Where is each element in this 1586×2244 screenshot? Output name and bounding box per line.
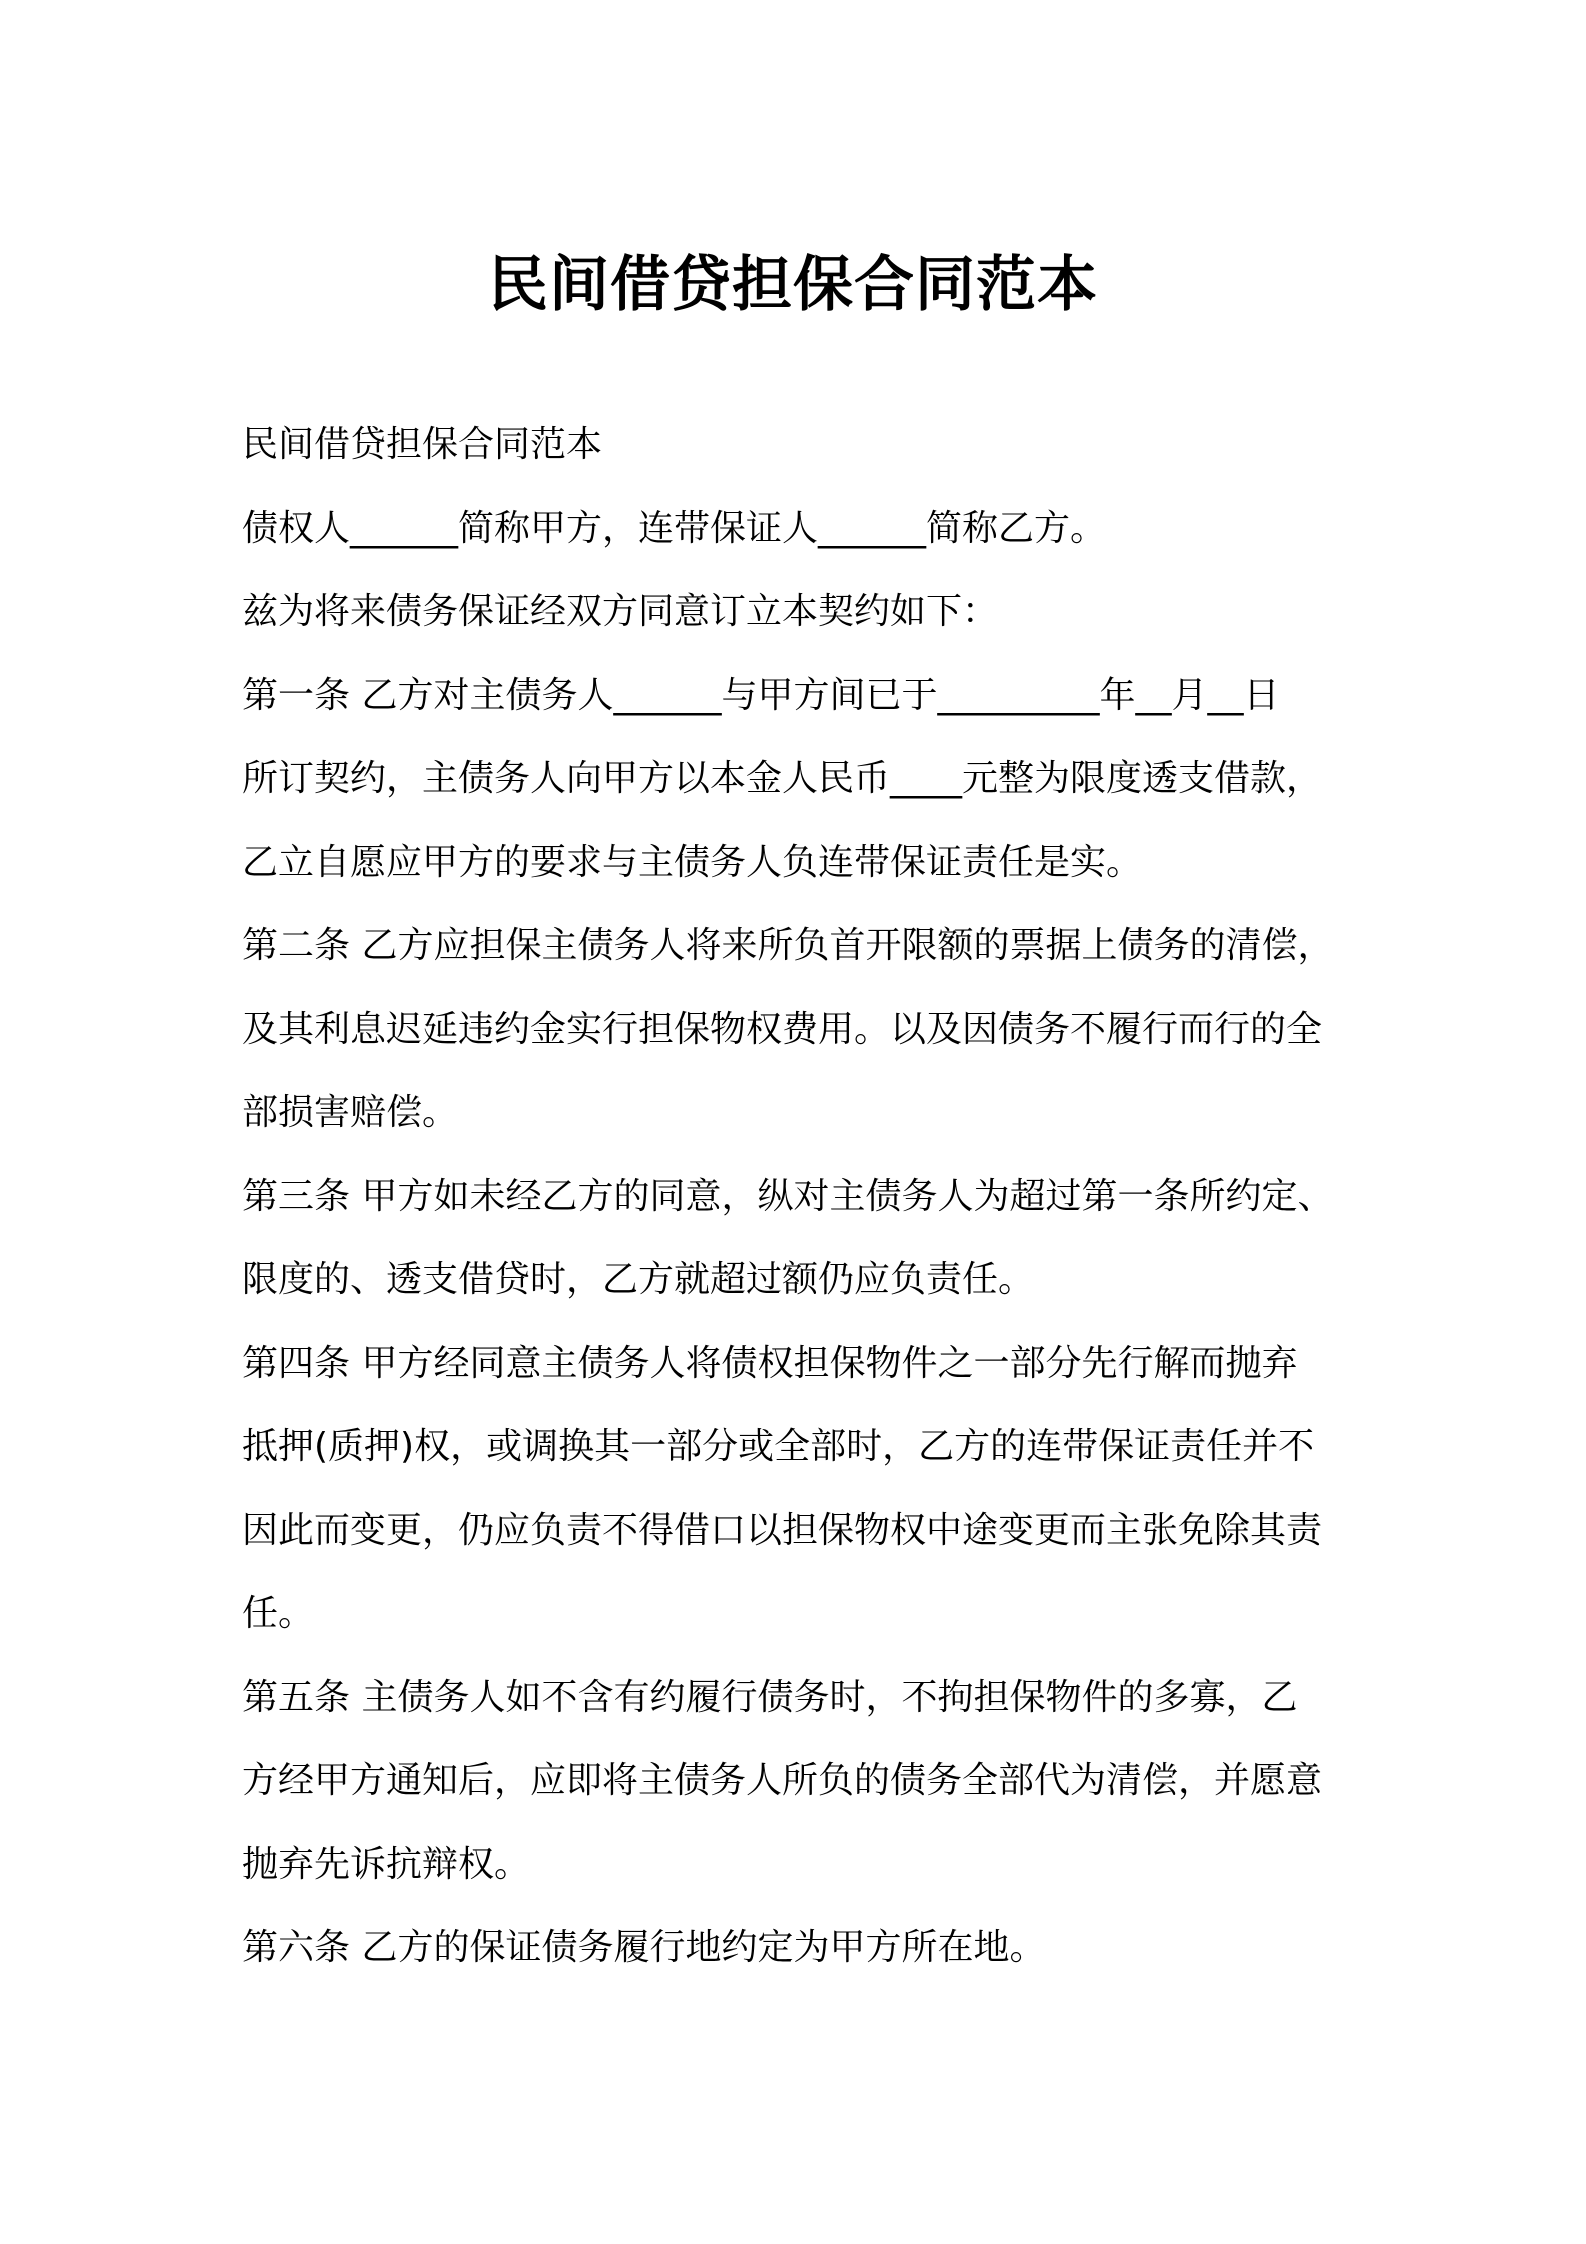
- article-4-line-4: 任。: [242, 1593, 315, 1634]
- preamble-line: 兹为将来债务保证经双方同意订立本契约如下：: [242, 591, 999, 632]
- article-4-line-2: 抵押(质押)权，或调换其一部分或全部时，乙方的连带保证责任并不: [242, 1426, 1315, 1467]
- article-3-line-2: 限度的、透支借贷时，乙方就超过额仍应负责任。: [242, 1259, 1035, 1300]
- article-4-line-1: 第四条 甲方经同意主债务人将债权担保物件之一部分先行解而抛弃: [242, 1342, 1298, 1384]
- article-3-line-1: 第三条 甲方如未经乙方的同意，纵对主债务人为超过第一条所约定、: [242, 1175, 1334, 1217]
- article-1-line-2: 所订契约，主债务人向甲方以本金人民币____元整为限度透支借款，: [242, 758, 1323, 799]
- subtitle-line: 民间借贷担保合同范本: [242, 424, 603, 465]
- parties-line: 债权人______简称甲方，连带保证人______简称乙方。: [242, 507, 1107, 549]
- document-title: 民间借贷担保合同范本: [488, 250, 1098, 321]
- article-4-line-3: 因此而变更，仍应负责不得借口以担保物权中途变更而主张免除其责: [242, 1509, 1323, 1551]
- article-5-line-3: 抛弃先诉抗辩权。: [242, 1843, 531, 1885]
- document-body: [242, 403, 1392, 1990]
- article-2-line-3: 部损害赔偿。: [242, 1092, 459, 1133]
- article-5-line-1: 第五条 主债务人如不含有约履行债务时，不拘担保物件的多寡，乙: [242, 1676, 1298, 1718]
- article-2-line-2: 及其利息迟延违约金实行担保物权费用。以及因债务不履行而行的全: [242, 1008, 1323, 1050]
- article-1-line-3: 乙立自愿应甲方的要求与主债务人负连带保证责任是实。: [242, 841, 1143, 883]
- article-5-line-2: 方经甲方通知后，应即将主债务人所负的债务全部代为清偿，并愿意: [242, 1760, 1323, 1801]
- article-6-line-1: 第六条 乙方的保证债务履行地约定为甲方所在地。: [242, 1927, 1046, 1968]
- article-1-line-1: 第一条 乙方对主债务人______与甲方间已于_________年__月__日: [242, 674, 1280, 716]
- article-2-line-1: 第二条 乙方应担保主债务人将来所负首开限额的票据上债务的清偿，: [242, 925, 1334, 966]
